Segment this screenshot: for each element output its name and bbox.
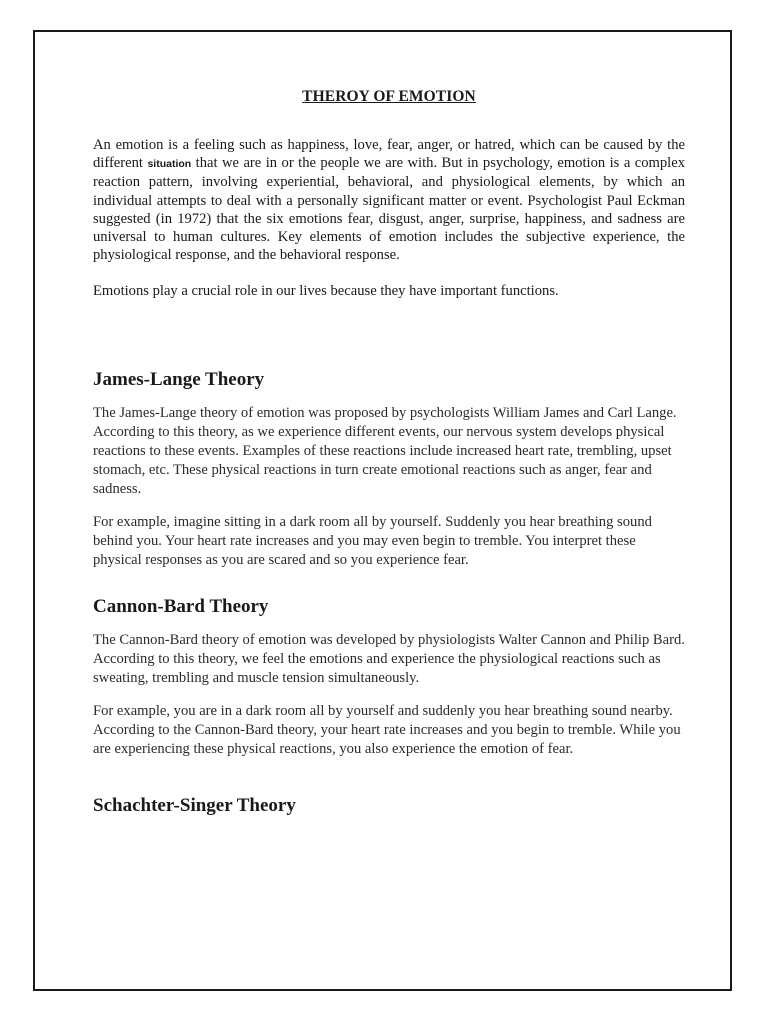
intro-paragraph — [93, 136, 685, 264]
document-content — [93, 88, 685, 817]
cannon-bard-paragraph-1: The Cannon-Bard theory of emotion was developed by physiologists Walter Cannon and Philip Bard. According to this theory, we feel the emotions and experience the physiological reactions such as sweating, trembling and muscle tension simultaneously. — [93, 631, 685, 686]
james-lange-paragraph-2: For example, imagine sitting in a dark room all by yourself. Suddenly you hear breathing sound behind you. Your heart rate increases and you may even begin to tremble. You interpret these physical responses as you are scared and so you experience fear. — [93, 513, 652, 568]
section-heading-james-lange: James-Lange Theory — [93, 368, 265, 390]
section-heading-cannon-bard: Cannon-Bard Theory — [93, 595, 269, 617]
james-lange-paragraph-1: The James-Lange theory of emotion was proposed by psychologists William James and Carl Lange. According to this theory, as we experience different events, our nervous system develops physical reactions to these events. Examples of these reactions include increased heart rate, trembling, upset stomach, etc. These physical reactions in turn create emotional reactions such as anger, fear and sadness. — [93, 404, 677, 497]
intro-text-part2: that we are in or the people we are with. But in psychology, emotion is a complex reaction pattern, involving experiential, behavioral, and physiological elements, by which an individual attempts to deal with a personally significant matter or event. Psychologist Paul Eckman suggested (in 1972) that the six emotions fear, disgust, anger, surprise, happiness, and sadness are universal to human cultures. Key elements of emotion includes the subjective experience, the physiological response, and the behavioral response. — [93, 155, 686, 264]
intro-text-part1: An emotion is a feeling such as happiness, love, fear, anger, or hatred, which can be caused by the different — [93, 137, 685, 172]
document-title: THEROY OF EMOTION — [302, 88, 476, 105]
section-heading-schachter-singer: Schachter-Singer Theory — [93, 794, 296, 816]
intro-small-word: situation — [147, 158, 192, 171]
cannon-bard-paragraph-2: For example, you are in a dark room all by yourself and suddenly you hear breathing sound nearby. According to the Cannon-Bard theory, your heart rate increases and you begin to tremble. While you are experiencing these physical reactions, you also experience the emotion of fear. — [93, 702, 681, 757]
intro-second-paragraph: Emotions play a crucial role in our lives because they have important functions. — [93, 283, 559, 300]
